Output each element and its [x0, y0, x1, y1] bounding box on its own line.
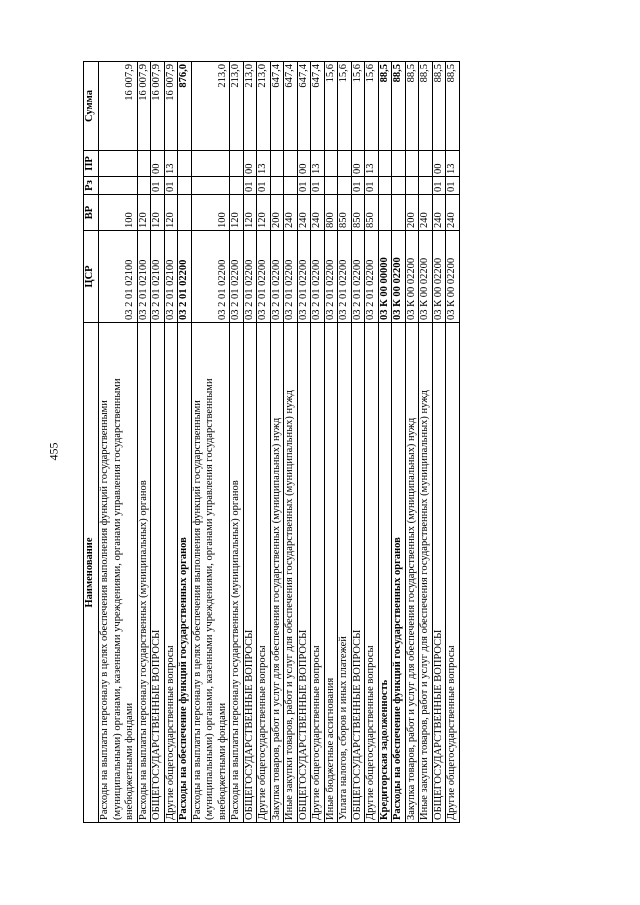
cell-rz: 01: [297, 177, 311, 195]
table-row: [338, 62, 352, 823]
table-row: [392, 62, 406, 823]
cell-name: Иные закупки товаров, работ и услуг для обеспечения государственных (муниципальных) нужд: [284, 323, 298, 823]
cell-vr: 120: [257, 195, 271, 231]
cell-csr: 03 2 01 02200: [324, 231, 338, 323]
cell-sum: 16 007,9: [164, 62, 178, 151]
cell-name: ОБЩЕГОСУДАРСТВЕННЫЕ ВОПРОСЫ: [432, 323, 446, 823]
cell-pr: 13: [446, 151, 460, 177]
table-row: [351, 62, 365, 823]
cell-rz: [378, 177, 392, 195]
cell-name: Расходы на выплаты персоналу в целях обеспечения выполнения функций государственными (муниципальными) органами, казенными учреждениями, органами управления государственными внебюджетными фондами: [191, 323, 230, 823]
cell-csr: 03 2 01 02200: [257, 231, 271, 323]
cell-csr: 03 2 01 02200: [230, 231, 244, 323]
cell-pr: 00: [243, 151, 257, 177]
cell-pr: 13: [257, 151, 271, 177]
cell-pr: 13: [311, 151, 325, 177]
table-body: [99, 62, 460, 823]
cell-rz: [405, 177, 419, 195]
cell-vr: 240: [311, 195, 325, 231]
cell-sum: 88,5: [446, 62, 460, 151]
cell-name: Закупка товаров, работ и услуг для обеспечения государственных (муниципальных) нужд: [405, 323, 419, 823]
table-row: [164, 62, 178, 823]
cell-sum: 15,6: [365, 62, 379, 151]
cell-vr: 240: [419, 195, 433, 231]
cell-csr: 03 2 01 02200: [191, 231, 230, 323]
cell-sum: 213,0: [191, 62, 230, 151]
cell-vr: 120: [137, 195, 151, 231]
cell-rz: 01: [365, 177, 379, 195]
cell-csr: 03 2 01 02200: [297, 231, 311, 323]
table-row: [230, 62, 244, 823]
cell-vr: 850: [351, 195, 365, 231]
table-row: [311, 62, 325, 823]
cell-csr: 03 2 01 02200: [284, 231, 298, 323]
cell-name: Иные закупки товаров, работ и услуг для обеспечения государственных (муниципальных) нужд: [419, 323, 433, 823]
table-header-row: [84, 62, 99, 823]
cell-name: Другие общегосударственные вопросы: [365, 323, 379, 823]
cell-name: Расходы на обеспечение функций государственных органов: [392, 323, 406, 823]
cell-vr: 240: [297, 195, 311, 231]
cell-sum: 213,0: [257, 62, 271, 151]
cell-pr: 00: [297, 151, 311, 177]
table-row: [405, 62, 419, 823]
header-vr: ВР: [84, 195, 99, 231]
cell-vr: 120: [164, 195, 178, 231]
cell-name: ОБЩЕГОСУДАРСТВЕННЫЕ ВОПРОСЫ: [243, 323, 257, 823]
cell-pr: [284, 151, 298, 177]
page-number: 455: [46, 442, 61, 461]
cell-pr: [378, 151, 392, 177]
cell-name: Другие общегосударственные вопросы: [164, 323, 178, 823]
cell-rz: 01: [243, 177, 257, 195]
cell-vr: 120: [230, 195, 244, 231]
cell-rz: [324, 177, 338, 195]
cell-pr: 13: [365, 151, 379, 177]
cell-pr: [99, 151, 138, 177]
cell-rz: [270, 177, 284, 195]
cell-csr: 03 2 01 02200: [311, 231, 325, 323]
cell-vr: [392, 195, 406, 231]
cell-rz: [284, 177, 298, 195]
cell-pr: 13: [164, 151, 178, 177]
cell-sum: 213,0: [243, 62, 257, 151]
table-row: [257, 62, 271, 823]
cell-csr: 03 К 00 02200: [419, 231, 433, 323]
table-row: [365, 62, 379, 823]
cell-name: Уплата налогов, сборов и иных платежей: [338, 323, 352, 823]
cell-vr: 100: [99, 195, 138, 231]
cell-sum: 15,6: [338, 62, 352, 151]
cell-sum: 876,0: [178, 62, 192, 151]
cell-vr: 120: [243, 195, 257, 231]
cell-pr: [230, 151, 244, 177]
cell-name: Другие общегосударственные вопросы: [446, 323, 460, 823]
cell-pr: [178, 151, 192, 177]
cell-pr: 00: [432, 151, 446, 177]
header-csr: ЦСР: [84, 231, 99, 323]
cell-name: Закупка товаров, работ и услуг для обеспечения государственных (муниципальных) нужд: [270, 323, 284, 823]
table-row: [324, 62, 338, 823]
cell-name: ОБЩЕГОСУДАРСТВЕННЫЕ ВОПРОСЫ: [151, 323, 165, 823]
cell-pr: [392, 151, 406, 177]
cell-sum: 15,6: [351, 62, 365, 151]
cell-csr: 03 К 00 02200: [392, 231, 406, 323]
cell-rz: [178, 177, 192, 195]
cell-sum: 88,5: [432, 62, 446, 151]
cell-vr: [378, 195, 392, 231]
cell-sum: 88,5: [405, 62, 419, 151]
table-row: [178, 62, 192, 823]
table-row: [432, 62, 446, 823]
cell-name: Расходы на выплаты персоналу в целях обеспечения выполнения функций государственными (муниципальными) органами, казенными учреждениями, органами управления государственными внебюджетными фондами: [99, 323, 138, 823]
cell-sum: 647,4: [270, 62, 284, 151]
table-row: [243, 62, 257, 823]
cell-name: ОБЩЕГОСУДАРСТВЕННЫЕ ВОПРОСЫ: [297, 323, 311, 823]
cell-csr: 03 К 00 02200: [405, 231, 419, 323]
cell-sum: 16 007,9: [137, 62, 151, 151]
cell-rz: [419, 177, 433, 195]
cell-sum: 647,4: [284, 62, 298, 151]
budget-table: [83, 61, 460, 823]
cell-name: Иные бюджетные ассигнования: [324, 323, 338, 823]
cell-sum: 88,5: [419, 62, 433, 151]
cell-rz: 01: [151, 177, 165, 195]
cell-sum: 15,6: [324, 62, 338, 151]
cell-csr: 03 2 01 02200: [351, 231, 365, 323]
cell-sum: 647,4: [311, 62, 325, 151]
cell-sum: 88,5: [378, 62, 392, 151]
cell-rz: 01: [164, 177, 178, 195]
table-row: [419, 62, 433, 823]
cell-vr: 100: [191, 195, 230, 231]
cell-name: Другие общегосударственные вопросы: [311, 323, 325, 823]
cell-vr: 200: [405, 195, 419, 231]
cell-rz: 01: [351, 177, 365, 195]
cell-csr: 03 2 01 02200: [243, 231, 257, 323]
cell-csr: 03 2 01 02100: [137, 231, 151, 323]
cell-sum: 88,5: [392, 62, 406, 151]
cell-pr: 00: [151, 151, 165, 177]
cell-sum: 213,0: [230, 62, 244, 151]
cell-rz: [191, 177, 230, 195]
cell-name: Расходы на обеспечение функций государственных органов: [178, 323, 192, 823]
cell-vr: 200: [270, 195, 284, 231]
cell-vr: [178, 195, 192, 231]
cell-rz: [137, 177, 151, 195]
cell-csr: 03 К 00 00000: [378, 231, 392, 323]
cell-rz: [392, 177, 406, 195]
table-row: [446, 62, 460, 823]
cell-name: Расходы на выплаты персоналу государственных (муниципальных) органов: [137, 323, 151, 823]
header-sum: Сумма: [84, 62, 99, 151]
cell-rz: 01: [432, 177, 446, 195]
table-row: [297, 62, 311, 823]
cell-rz: [230, 177, 244, 195]
cell-rz: [99, 177, 138, 195]
cell-csr: 03 2 01 02200: [270, 231, 284, 323]
cell-pr: [419, 151, 433, 177]
cell-csr: 03 2 01 02100: [164, 231, 178, 323]
header-name: Наименование: [84, 323, 99, 823]
cell-csr: 03 2 01 02200: [178, 231, 192, 323]
table-row: [151, 62, 165, 823]
table-row: [270, 62, 284, 823]
cell-pr: [405, 151, 419, 177]
cell-pr: [324, 151, 338, 177]
cell-rz: [338, 177, 352, 195]
cell-rz: 01: [257, 177, 271, 195]
cell-csr: 03 2 01 02100: [99, 231, 138, 323]
cell-name: ОБЩЕГОСУДАРСТВЕННЫЕ ВОПРОСЫ: [351, 323, 365, 823]
cell-vr: 850: [338, 195, 352, 231]
cell-vr: 120: [151, 195, 165, 231]
cell-rz: 01: [311, 177, 325, 195]
cell-pr: [137, 151, 151, 177]
cell-csr: 03 2 01 02200: [365, 231, 379, 323]
table-row: [137, 62, 151, 823]
table-row: [99, 62, 138, 823]
cell-vr: 800: [324, 195, 338, 231]
cell-pr: 00: [351, 151, 365, 177]
cell-sum: 647,4: [297, 62, 311, 151]
table-row: [378, 62, 392, 823]
cell-name: Кредиторская задолженность: [378, 323, 392, 823]
cell-name: Расходы на выплаты персоналу государственных (муниципальных) органов: [230, 323, 244, 823]
cell-csr: 03 2 01 02100: [151, 231, 165, 323]
cell-vr: 240: [284, 195, 298, 231]
header-rz: Рз: [84, 177, 99, 195]
table-row: [284, 62, 298, 823]
cell-pr: [338, 151, 352, 177]
cell-sum: 16 007,9: [99, 62, 138, 151]
cell-sum: 16 007,9: [151, 62, 165, 151]
cell-csr: 03 К 00 02200: [432, 231, 446, 323]
rotated-page-content: [83, 62, 543, 823]
cell-vr: 240: [432, 195, 446, 231]
cell-vr: 850: [365, 195, 379, 231]
cell-pr: [191, 151, 230, 177]
cell-pr: [270, 151, 284, 177]
cell-vr: 240: [446, 195, 460, 231]
cell-rz: 01: [446, 177, 460, 195]
table-row: [191, 62, 230, 823]
cell-csr: 03 2 01 02200: [338, 231, 352, 323]
header-pr: ПР: [84, 151, 99, 177]
cell-name: Другие общегосударственные вопросы: [257, 323, 271, 823]
cell-csr: 03 К 00 02200: [446, 231, 460, 323]
